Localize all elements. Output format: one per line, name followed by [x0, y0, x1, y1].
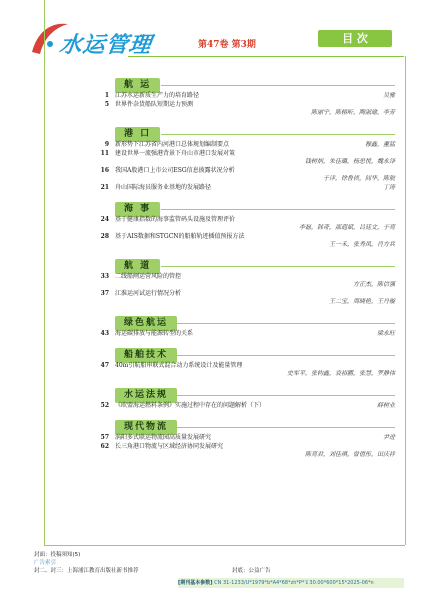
toc-entry[interactable]: [95, 273, 395, 289]
toc-entry[interactable]: [95, 216, 395, 232]
entry-page-number: 16: [100, 167, 109, 174]
entry-title: 舟山国际海员服务业基地的发展路径: [115, 184, 212, 191]
entry-title: 《欧盟海运燃料条例》实施过程中存在的问题解析（下）: [115, 402, 266, 409]
toc-section: [95, 121, 395, 192]
toc-entry[interactable]: [95, 443, 395, 459]
section-rule: [161, 427, 395, 428]
entry-page-number: 1: [104, 92, 109, 99]
ad-index-line: 封二、封三：上海浦江教育出版社新书推荐: [34, 568, 139, 574]
contents-tab: 目 次: [318, 30, 392, 47]
section-rule: [161, 85, 395, 86]
journal-parameters-value: CN 31-1233/U*1979*b*A4*68*zh*P*￥30.00*600*15*2025-06*n: [214, 580, 374, 586]
entry-authors: 陈丽宁，陈榕昕，陶淑瑜，李芳: [310, 109, 395, 116]
toc-section: [95, 196, 395, 249]
toc-list: [95, 72, 395, 463]
header-divider: [128, 56, 404, 57]
entry-authors: 穆鑫，董猛: [364, 141, 395, 148]
section-heading: 港 口: [115, 127, 160, 142]
entry-authors: 史军平，张钧鑫，袁裕鹏，张慧，罗静伟: [286, 370, 395, 377]
entry-page-number: 24: [100, 216, 109, 223]
section-rule: [161, 134, 395, 135]
entry-page-number: 43: [100, 330, 109, 337]
entry-title: 基于健康指数的海事监管码头设施及管理评价: [115, 216, 236, 223]
right-frame-line: [405, 56, 406, 545]
masthead-title: 水运管理: [57, 32, 154, 58]
cover-note: 封面：投稿须知(5): [34, 552, 81, 558]
entry-authors: 薛树业: [376, 402, 395, 409]
section-heading: 水运法规: [115, 388, 177, 403]
toc-section: [95, 342, 395, 378]
toc-entry[interactable]: [95, 92, 395, 100]
entry-page-number: 5: [104, 101, 109, 108]
toc-entry[interactable]: [95, 330, 395, 338]
entry-authors: 方正杰，陈信强: [352, 281, 395, 288]
toc-entry[interactable]: [95, 434, 395, 442]
section-heading: 航 运: [115, 78, 160, 93]
entry-authors: 李磊，韩奇，邵遐斌，吕廷文，于亮: [298, 224, 395, 231]
entry-authors: 尹进: [382, 434, 395, 441]
entry-page-number: 47: [100, 362, 109, 369]
entry-authors: 陈亮君，刘佳琪，曾僖彤，田庆祥: [304, 451, 395, 458]
footer-divider: [44, 545, 405, 546]
toc-entry[interactable]: [95, 233, 395, 249]
journal-parameters-label: [期刊基本参数]: [178, 580, 213, 586]
toc-entry[interactable]: [95, 402, 395, 410]
entry-authors: 王一禾，张秀凤，肖方兵: [328, 241, 395, 248]
left-frame-line: [44, 0, 45, 545]
entry-authors: 钱树炳，朱佳璐，杨思悦，魏永泽: [304, 158, 395, 165]
section-rule: [161, 266, 395, 267]
toc-entry[interactable]: [95, 184, 395, 192]
entry-title: 建设世界一流强港背景下舟山市港口发展对策: [115, 150, 236, 157]
toc-section: [95, 72, 395, 117]
section-heading: 船舶技术: [115, 348, 177, 363]
toc-entry[interactable]: [95, 167, 395, 183]
entry-authors: 丁涛: [382, 184, 395, 191]
entry-title: 基于AIS数据和STGCN的船舶轨迹插值预报方法: [115, 233, 245, 240]
toc-entry[interactable]: [95, 150, 395, 166]
entry-page-number: 11: [100, 150, 109, 157]
entry-title: 新形势下江苏省内河港口总体规划编制要点: [115, 141, 230, 148]
section-rule: [161, 355, 395, 356]
section-heading: 绿色航运: [115, 316, 177, 331]
entry-page-number: 28: [100, 233, 109, 240]
toc-section: [95, 382, 395, 410]
section-heading: 海 事: [115, 202, 160, 217]
entry-title: 世界件杂货船队短期运力预测: [115, 101, 194, 108]
toc-section: [95, 253, 395, 306]
entry-page-number: 52: [100, 402, 109, 409]
entry-page-number: 9: [104, 141, 109, 148]
entry-title: 长三角港口物流与区域经济协同发展研究: [115, 443, 224, 450]
entry-title: 涡阳多式联运物流园高质量发展研究: [115, 434, 212, 441]
entry-title: 二线船闸运营风险的管控: [115, 273, 182, 280]
entry-title: 我国A股港口上市公司ESG信息披露状况分析: [115, 167, 235, 174]
entry-title: 江淮运河试运行情况分析: [115, 290, 182, 297]
section-rule: [161, 323, 395, 324]
section-heading: 航 道: [115, 259, 160, 274]
entry-page-number: 21: [100, 184, 109, 191]
toc-section: [95, 310, 395, 338]
issue-info: 第47卷 第3期: [198, 40, 256, 50]
section-rule: [161, 209, 395, 210]
entry-authors: 吴雅: [382, 92, 395, 99]
entry-authors: 于洋，徐鲁侦，闾华，陈航: [322, 175, 395, 182]
back-cover-note: 封底：公益广告: [232, 568, 271, 574]
entry-title: 海运碳排放与能源转型的关系: [115, 330, 194, 337]
entry-page-number: 62: [100, 443, 109, 450]
entry-authors: 梁永旺: [376, 330, 395, 337]
section-rule: [161, 395, 395, 396]
toc-entry[interactable]: [95, 362, 395, 378]
toc-entry[interactable]: [95, 290, 395, 306]
ad-index-title: 广告索引: [34, 560, 57, 566]
entry-page-number: 33: [100, 273, 109, 280]
toc-section: [95, 414, 395, 459]
journal-parameters: [178, 578, 404, 588]
entry-title: 40m引航船串联式混合动力系统设计及能量管理: [115, 362, 243, 369]
section-heading: 现代物流: [115, 420, 177, 435]
toc-entry[interactable]: [95, 101, 395, 117]
entry-page-number: 37: [100, 290, 109, 297]
header: [0, 0, 427, 64]
entry-authors: 王二宝，周晓艳，王丹璇: [328, 298, 395, 305]
entry-title: 江苏水运新质生产力的培育路径: [115, 92, 200, 99]
toc-entry[interactable]: [95, 141, 395, 149]
entry-page-number: 57: [100, 434, 109, 441]
